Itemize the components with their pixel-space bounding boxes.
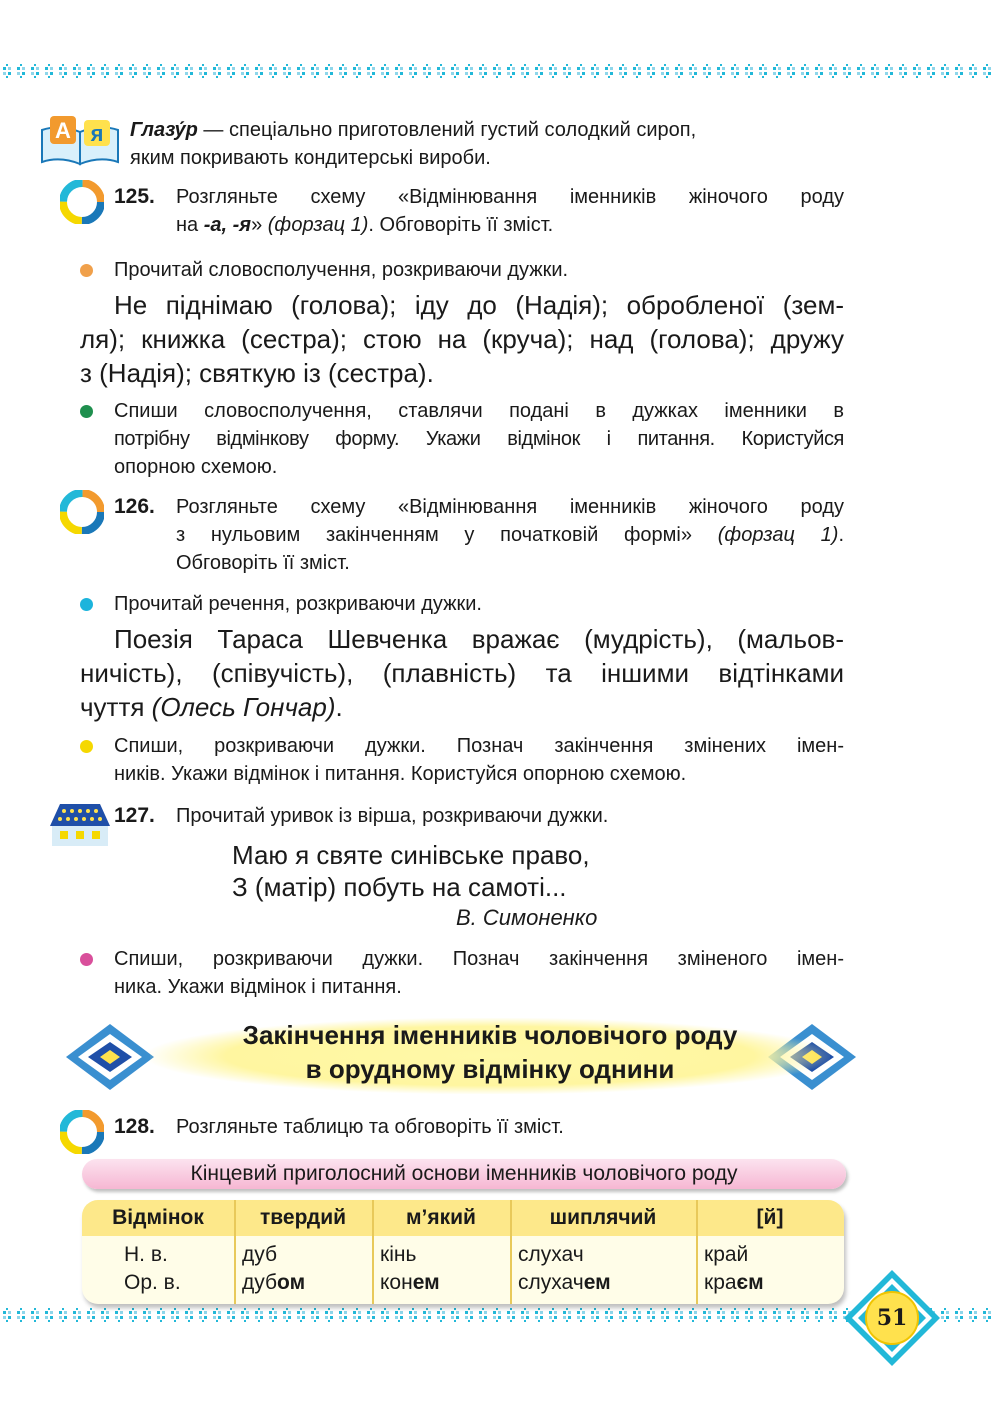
ex125-text-line-1: Не піднімаю (голова); іду до (Надія); обробленої (зем- — [114, 290, 844, 320]
table-caption: Кінцевий приголосний основи іменників чоловічого роду — [82, 1159, 846, 1189]
ex126-text-line-3: чуття (Олесь Гончар). — [80, 692, 343, 722]
ex125-task-2-line-2: потрібну відмінкову форму. Укажи відмінок і питання. Користуйся — [114, 428, 844, 450]
table-cell: кінь — [380, 1243, 417, 1266]
ex126-task-2-line-2: ників. Укажи відмінок і питання. Користуйся опорною схемою. — [114, 763, 687, 785]
table-cell: слухачем — [518, 1271, 611, 1294]
ex125-task-1: Прочитай словосполучення, розкриваючи дужки. — [114, 259, 569, 281]
exercise-number-126: 126. — [114, 495, 155, 518]
svg-text:А: А — [55, 118, 71, 143]
ex127-task-line-1: Спиши, розкриваючи дужки. Познач закінчення зміненого імен- — [114, 948, 844, 970]
ex125-task-2-line-1: Спиши словосполучення, ставлячи подані в дужках іменники в — [114, 400, 844, 422]
table-header: м’який — [406, 1206, 476, 1229]
table-header: [й] — [756, 1206, 784, 1229]
poem-line-1: Маю я святе синівське право, — [232, 840, 590, 870]
poem-author: В. Симоненко — [456, 905, 598, 930]
bullet-yellow — [80, 740, 93, 753]
table-header: твердий — [259, 1206, 347, 1229]
table-cell: конем — [380, 1271, 440, 1294]
table-case: Ор. в. — [124, 1271, 181, 1294]
book-icon — [38, 112, 124, 168]
top-ornament-border — [0, 64, 992, 78]
ex125-text-line-2: ля); книжка (сестра); стою на (круча); над (голова); дружу — [80, 324, 844, 354]
exercise-number-125: 125. — [114, 185, 155, 208]
ex125-line-1: Розгляньте схему «Відмінювання іменників жіночого роду — [176, 186, 844, 208]
page-number: 51 — [876, 1305, 908, 1331]
ex126-text-line-2: ничість), (співучість), (плавність) та іншими відтінками — [80, 658, 844, 688]
definition-line-1: Глазу́р — спеціально приготовлений густий солодкий сироп, — [130, 119, 697, 141]
table-cell: дубом — [242, 1271, 306, 1294]
poem-line-2: З (матір) побуть на самоті... — [232, 872, 567, 902]
ex126-line-2: з нульовим закінченням у початковій формі» (форзац 1). — [176, 524, 844, 546]
table-header: шиплячий — [549, 1206, 657, 1229]
ex128-line-1: Розгляньте таблицю та обговоріть її зміст. — [176, 1116, 564, 1138]
bullet-pink — [80, 953, 93, 966]
table-cell: край — [704, 1243, 749, 1266]
bullet-orange — [80, 264, 93, 277]
ex126-task-1: Прочитай речення, розкриваючи дужки. — [114, 593, 482, 615]
exercise-number-128: 128. — [114, 1115, 155, 1138]
ex126-line-3: Обговоріть її зміст. — [176, 552, 350, 574]
discussion-circle-icon — [60, 490, 104, 534]
ex125-task-2-line-3: опорною схемою. — [114, 456, 278, 478]
table-cell: краєм — [704, 1271, 764, 1294]
ex125-text-line-3: з (Надія); святкую із (сестра). — [80, 358, 434, 388]
svg-text:я: я — [90, 121, 104, 146]
table-header: Відмінок — [112, 1206, 204, 1229]
house-icon — [48, 800, 112, 848]
table-cell: слухач — [518, 1243, 584, 1266]
ex127-line-1: Прочитай уривок із вірша, розкриваючи дужки. — [176, 805, 609, 827]
table-cell: дуб — [242, 1243, 278, 1266]
discussion-circle-icon — [60, 180, 104, 224]
bullet-green — [80, 405, 93, 418]
ex126-task-2-line-1: Спиши, розкриваючи дужки. Познач закінчення змінених імен- — [114, 735, 844, 757]
bullet-cyan — [80, 598, 93, 611]
discussion-circle-icon — [60, 1110, 104, 1154]
section-title-line-1: Закінчення іменників чоловічого роду — [242, 1020, 738, 1050]
ex126-text-line-1: Поезія Тараса Шевченка вражає (мудрість), (мальов- — [114, 624, 844, 654]
definition-term: Глазу́р — [130, 119, 198, 141]
ex125-line-2: на -а, -я» (форзац 1). Обговоріть її зміст. — [176, 214, 554, 236]
section-title-line-2: в орудному відмінку однини — [305, 1054, 675, 1084]
ex126-line-1: Розгляньте схему «Відмінювання іменників жіночого роду — [176, 496, 844, 518]
ornament-icon — [62, 1022, 158, 1092]
declension-table — [82, 1200, 844, 1304]
table-case: Н. в. — [124, 1243, 168, 1266]
ex127-task-line-2: ника. Укажи відмінок і питання. — [114, 976, 402, 998]
definition-line-2: яким покривають кондитерські вироби. — [130, 147, 491, 169]
exercise-number-127: 127. — [114, 804, 155, 827]
section-title — [150, 1018, 830, 1094]
